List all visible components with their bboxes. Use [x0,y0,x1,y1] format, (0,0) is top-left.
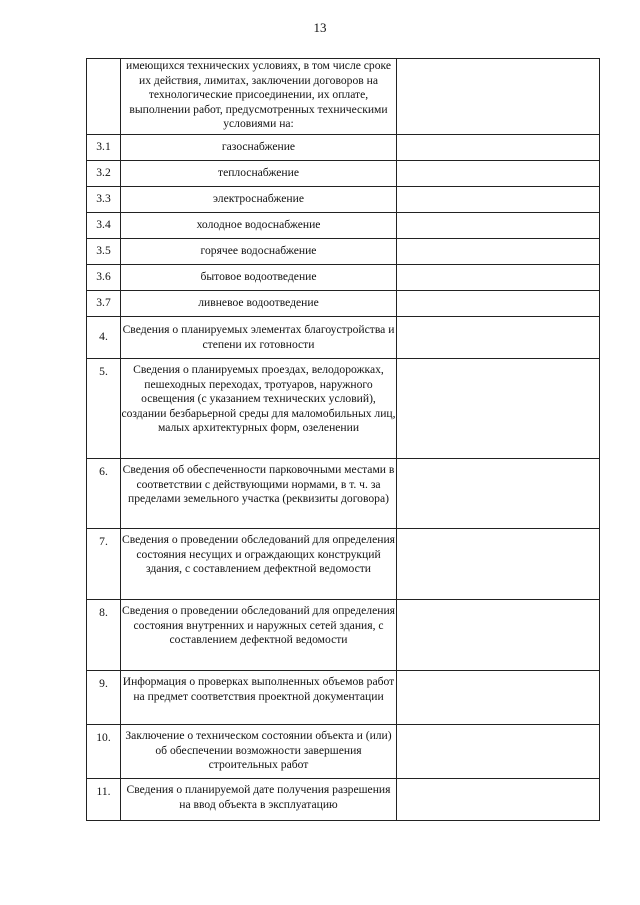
row-description: имеющихся технических условиях, в том числе сроке их действия, лимитах, заключении договоров на технологические присоединении, их оплате, выполнении работ, предусмотренных техническими условиями на: [121,59,397,135]
row-value-cell [397,600,600,671]
row-number: 5. [87,359,121,459]
row-number: 3.4 [87,213,121,239]
row-number: 3.1 [87,135,121,161]
info-table [86,58,600,821]
row-number: 7. [87,529,121,600]
row-description: Сведения о проведении обследований для определения состояния несущих и ограждающих конструкций здания, с составлением дефектной ведомости [121,529,397,600]
row-value-cell [397,671,600,725]
row-description: Информация о проверках выполненных объемов работ на предмет соответствия проектной документации [121,671,397,725]
table-row [87,291,600,317]
table-row [87,671,600,725]
row-value-cell [397,135,600,161]
row-description: Сведения о планируемых элементах благоустройства и степени их готовности [121,317,397,359]
row-value-cell [397,317,600,359]
row-number: 3.3 [87,187,121,213]
row-value-cell [397,359,600,459]
page-number: 13 [313,20,327,35]
row-number: 3.7 [87,291,121,317]
table-row [87,779,600,821]
table-row [87,239,600,265]
table-row [87,459,600,529]
row-value-cell [397,725,600,779]
row-value-cell [397,187,600,213]
table-row [87,265,600,291]
row-number: 3.2 [87,161,121,187]
table-row [87,359,600,459]
row-description: Заключение о техническом состоянии объекта и (или) об обеспечении возможности завершения строительных работ [121,725,397,779]
table-row [87,317,600,359]
row-value-cell [397,459,600,529]
table-row [87,600,600,671]
row-description: электроснабжение [121,187,397,213]
table-row-continuation [87,59,600,135]
row-description: теплоснабжение [121,161,397,187]
table-row [87,135,600,161]
row-description: Сведения о проведении обследований для определения состояния внутренних и наружных сетей здания, с составлением дефектной ведомости [121,600,397,671]
row-description: холодное водоснабжение [121,213,397,239]
row-number: 3.6 [87,265,121,291]
table-row [87,187,600,213]
row-value-cell [397,265,600,291]
table-row [87,725,600,779]
row-value-cell [397,59,600,135]
row-description: ливневое водоотведение [121,291,397,317]
row-value-cell [397,161,600,187]
row-number [87,59,121,135]
row-value-cell [397,239,600,265]
row-description: горячее водоснабжение [121,239,397,265]
table-row [87,213,600,239]
row-value-cell [397,291,600,317]
row-number: 6. [87,459,121,529]
table-row [87,529,600,600]
row-number: 11. [87,779,121,821]
row-description: Сведения о планируемых проездах, велодорожках, пешеходных переходах, тротуаров, наружного освещения (с указанием технических условий), создании безбарьерной среды для маломобильных лиц, малых архитектурных форм, озеленении [121,359,397,459]
row-value-cell [397,529,600,600]
row-description: бытовое водоотведение [121,265,397,291]
row-number: 10. [87,725,121,779]
row-value-cell [397,213,600,239]
row-number: 3.5 [87,239,121,265]
row-description: Сведения о планируемой дате получения разрешения на ввод объекта в эксплуатацию [121,779,397,821]
row-number: 4. [87,317,121,359]
row-description: газоснабжение [121,135,397,161]
row-value-cell [397,779,600,821]
row-number: 9. [87,671,121,725]
row-number: 8. [87,600,121,671]
row-description: Сведения об обеспеченности парковочными местами в соответствии с действующими нормами, в т. ч. за пределами земельного участка (реквизиты договора) [121,459,397,529]
table-row [87,161,600,187]
